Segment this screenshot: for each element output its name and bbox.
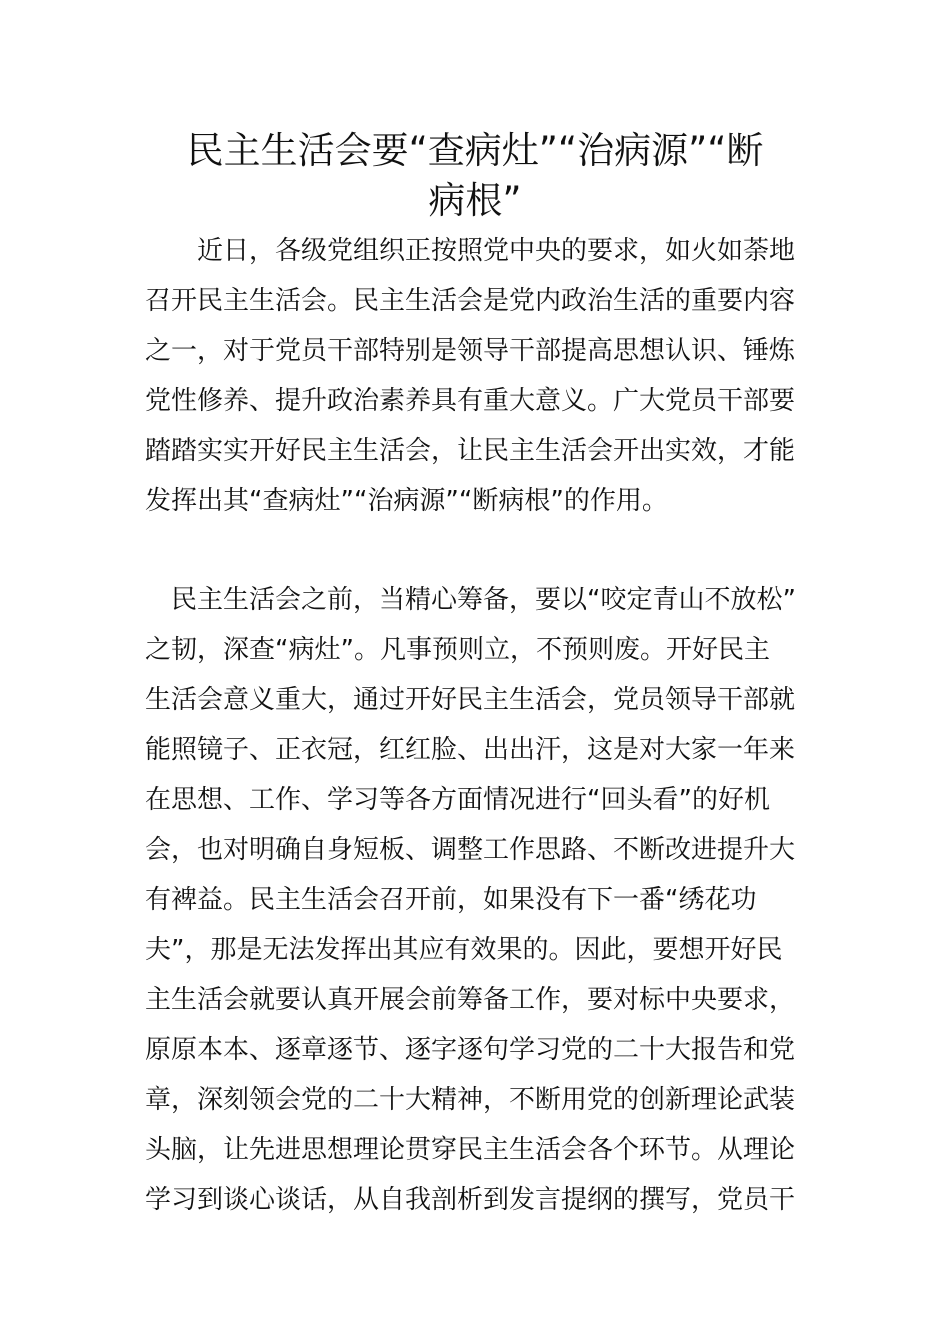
paragraph-intro	[145, 226, 805, 526]
text-line: 学习到谈心谈话，从自我剖析到发言提纲的撰写，党员干	[145, 1185, 796, 1215]
text-line: 有裨益。民主生活会召开前，如果没有下一番“绣花功	[145, 885, 757, 915]
text-line: 之韧，深查“病灶”。凡事预则立，不预则废。开好民主	[145, 635, 770, 665]
title-line: 民主生活会要“查病灶”“治病源”“断	[186, 129, 764, 172]
text-line: 头脑，让先进思想理论贯穿民主生活会各个环节。从理论	[145, 1135, 796, 1165]
text-line: 近日，各级党组织正按照党中央的要求，如火如荼地	[145, 236, 796, 266]
text-line: 之一，对于党员干部特别是领导干部提高思想认识、锤炼	[145, 336, 796, 366]
text-line: 在思想、工作、学习等各方面情况进行“回头看”的好机	[145, 785, 770, 815]
text-line: 发挥出其“查病灶”“治病源”“断病根”的作用。	[145, 486, 668, 516]
text-line: 会，也对明确自身短板、调整工作思路、不断改进提升大	[145, 835, 796, 865]
text-line: 主生活会就要认真开展会前筹备工作，要对标中央要求，	[145, 985, 796, 1015]
text-line: 党性修养、提升政治素养具有重大意义。广大党员干部要	[145, 386, 796, 416]
text-line: 召开民主生活会。民主生活会是党内政治生活的重要内容	[145, 286, 796, 316]
document-title	[145, 126, 805, 226]
title-line: 病根”	[428, 179, 522, 222]
text-line: 夫”，那是无法发挥出其应有效果的。因此，要想开好民	[145, 935, 783, 965]
text-line: 民主生活会之前，当精心筹备，要以“咬定青山不放松”	[145, 585, 796, 615]
text-line: 章，深刻领会党的二十大精神，不断用党的创新理论武装	[145, 1085, 796, 1115]
text-line: 能照镜子、正衣冠，红红脸、出出汗，这是对大家一年来	[145, 735, 796, 765]
paragraph-preparation	[145, 575, 805, 1225]
text-line: 生活会意义重大，通过开好民主生活会，党员领导干部就	[145, 685, 796, 715]
text-line: 原原本本、逐章逐节、逐字逐句学习党的二十大报告和党	[145, 1035, 796, 1065]
text-line: 踏踏实实开好民主生活会，让民主生活会开出实效，才能	[145, 436, 796, 466]
